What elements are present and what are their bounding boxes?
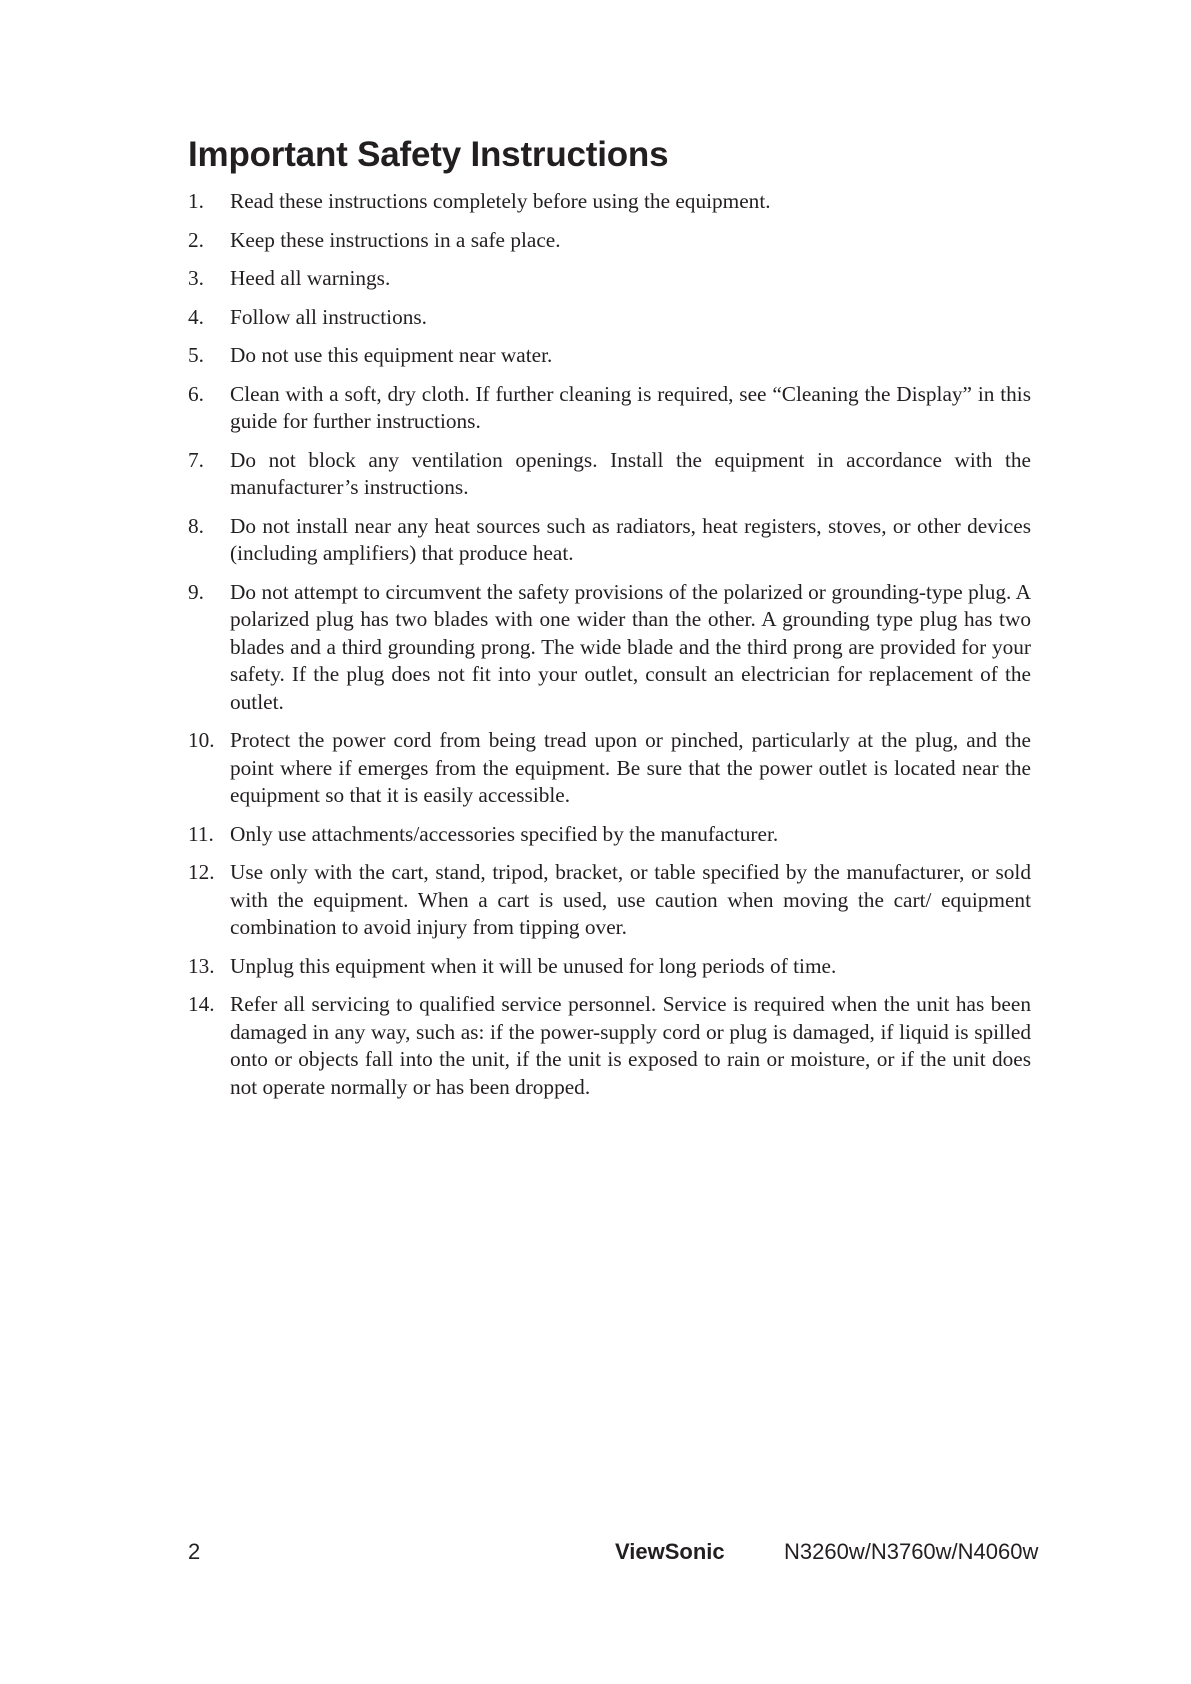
list-item [188,265,1031,293]
item-number: 1. [188,189,204,213]
list-item [188,447,1031,502]
item-number: 11. [188,821,214,846]
item-number: 9. [188,579,204,604]
item-number: 3. [188,266,204,290]
item-text: Heed all warnings. [230,266,391,290]
item-text: Only use attachments/accessories specified by the manufacturer. [230,821,779,846]
list-item [188,513,1031,568]
list-item [188,227,1031,255]
item-text: Clean with a soft, dry cloth. If further cleaning is required, see “Cleaning the Display” in this guide for further instructions. [230,381,1031,433]
list-item [188,953,1031,981]
item-number: 10. [188,728,215,752]
list-item [188,991,1031,1101]
item-number: 5. [188,343,204,367]
list-item [188,859,1031,942]
item-text: Refer all servicing to qualified service personnel. Service is required when the unit has been damaged in any way, such as: if the power-supply cord or plug is damaged, if liquid is spilled onto or objects fall into the unit, if the unit is exposed to rain or moisture, or if the unit does not operate normally or has been dropped. [230,992,1031,1099]
item-text: Do not use this equipment near water. [230,343,553,367]
list-item [188,188,1031,216]
item-text: Protect the power cord from being tread upon or pinched, particularly at the plug, and the point where if emerges from the equipment. Be sure that the power outlet is located near the equipment so that it is easily accessible. [230,728,1031,807]
list-item [188,727,1031,810]
list-item [188,821,1031,849]
item-text: Do not attempt to circumvent the safety provisions of the polarized or grounding-type plug. A polarized plug has two blades with one wider than the other. A grounding type plug has two blades and a third grounding prong. The wide blade and the third prong are provided for your safety. If the plug does not fit into your outlet, consult an electrician for replacement of the outlet. [230,579,1031,714]
item-number: 4. [188,304,204,329]
list-item [188,579,1031,717]
brand-name: ViewSonic [615,1539,725,1564]
page-number: 2 [188,1539,201,1564]
instruction-list [188,188,1031,1112]
item-text: Read these instructions completely before using the equipment. [230,189,771,213]
list-item [188,342,1031,370]
item-number: 12. [188,860,215,884]
item-text: Unplug this equipment when it will be unused for long periods of time. [230,953,837,978]
item-number: 6. [188,381,204,406]
item-number: 7. [188,447,204,472]
item-text: Use only with the cart, stand, tripod, bracket, or table specified by the manufacturer, or sold with the equipment. When a cart is used, use caution when moving the cart/ equipment combination to avoid injury from tipping over. [230,860,1031,939]
list-item [188,381,1031,436]
item-number: 13. [188,953,215,978]
item-number: 14. [188,992,215,1016]
item-text: Do not install near any heat sources such as radiators, heat registers, stoves, or other devices (including amplifiers) that produce heat. [230,513,1031,565]
item-text: Do not block any ventilation openings. Install the equipment in accordance with the manufacturer’s instructions. [230,447,1031,499]
item-number: 2. [188,227,204,252]
item-text: Follow all instructions. [230,304,427,329]
item-number: 8. [188,513,204,538]
model-numbers: N3260w/N3760w/N4060w [784,1539,1039,1564]
list-item [188,304,1031,332]
page-title: Important Safety Instructions [188,135,669,174]
item-text: Keep these instructions in a safe place. [230,227,561,252]
